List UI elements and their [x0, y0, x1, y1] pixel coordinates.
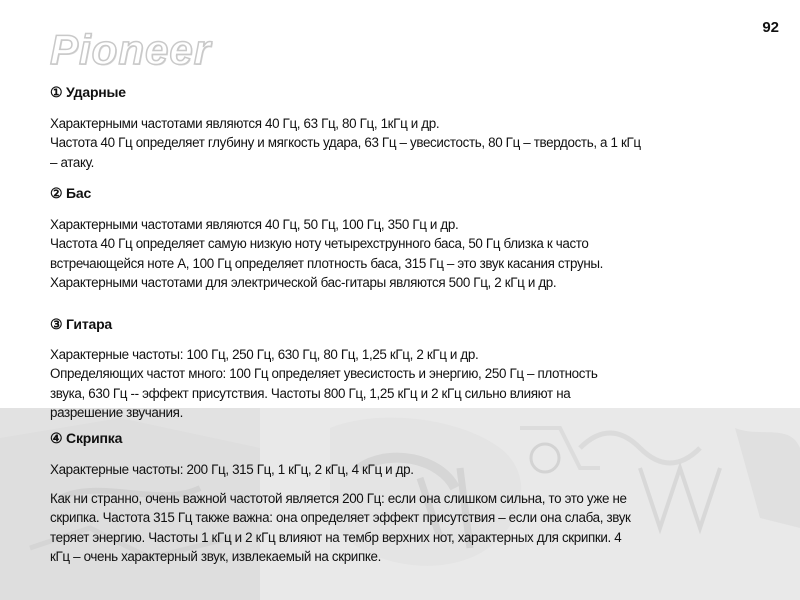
text-line: встречающейся ноте A, 100 Гц определяет плотность баса, 315 Гц – это звук касания струны. [50, 255, 604, 271]
text-line: теряет энергию. Частоты 1 кГц и 2 кГц влияют на тембр верхних нот, характерных для скрипки. 4 [50, 529, 622, 545]
section-heading-violin: ④ Скрипка [50, 430, 123, 446]
text-line: Характерные частоты: 100 Гц, 250 Гц, 630 Гц, 80 Гц, 1,25 кГц, 2 кГц и др. [50, 347, 479, 362]
text-line: звука, 630 Гц -- эффект присутствия. Частоты 800 Гц, 1,25 кГц и 2 кГц сильно влияют на [50, 385, 571, 401]
text-line: – атаку. [50, 154, 95, 170]
text-line: Частота 40 Гц определяет самую низкую ноту четырехструнного баса, 50 Гц близка к часто [50, 236, 589, 252]
text-line: кГц – очень характерный звук, извлекаемый на скрипке. [50, 549, 381, 565]
paragraph-guitar [50, 345, 770, 423]
text-line: Характерными частотами для электрической бас-гитары являются 500 Гц, 2 кГц и др. [50, 275, 557, 291]
paragraph-drums [50, 114, 770, 172]
text-line: разрешение звучания. [50, 405, 183, 421]
text-line: Характерные частоты: 200 Гц, 315 Гц, 1 кГц, 2 кГц, 4 кГц и др. [50, 462, 414, 477]
text-line: Определяющих частот много: 100 Гц определяет увесистость и энергию, 250 Гц – плотность [50, 366, 598, 382]
paragraph-violin-details [50, 489, 770, 567]
pioneer-logo: Pioneer [50, 26, 212, 73]
text-line: Как ни странно, очень важной частотой является 200 Гц: если она слишком сильна, то это уже не [50, 491, 627, 506]
section-heading-drums: ① Ударные [50, 84, 126, 100]
section-heading-guitar: ③ Гитара [50, 316, 113, 332]
text-line: скрипка. Частота 315 Гц также важна: она определяет эффект присутствия – если она слаба, звук [50, 510, 631, 526]
text-line: Характерными частотами являются 40 Гц, 63 Гц, 80 Гц, 1кГц и др. [50, 116, 440, 131]
paragraph-violin-frequencies [50, 460, 770, 479]
page-number: 92 [762, 19, 779, 36]
section-heading-bass: ② Бас [50, 185, 92, 201]
paragraph-bass [50, 215, 770, 293]
text-line: Характерными частотами являются 40 Гц, 50 Гц, 100 Гц, 350 Гц и др. [50, 217, 459, 232]
text-line: Частота 40 Гц определяет глубину и мягкость удара, 63 Гц – увесистость, 80 Гц – твердость, а 1 кГц [50, 135, 641, 151]
